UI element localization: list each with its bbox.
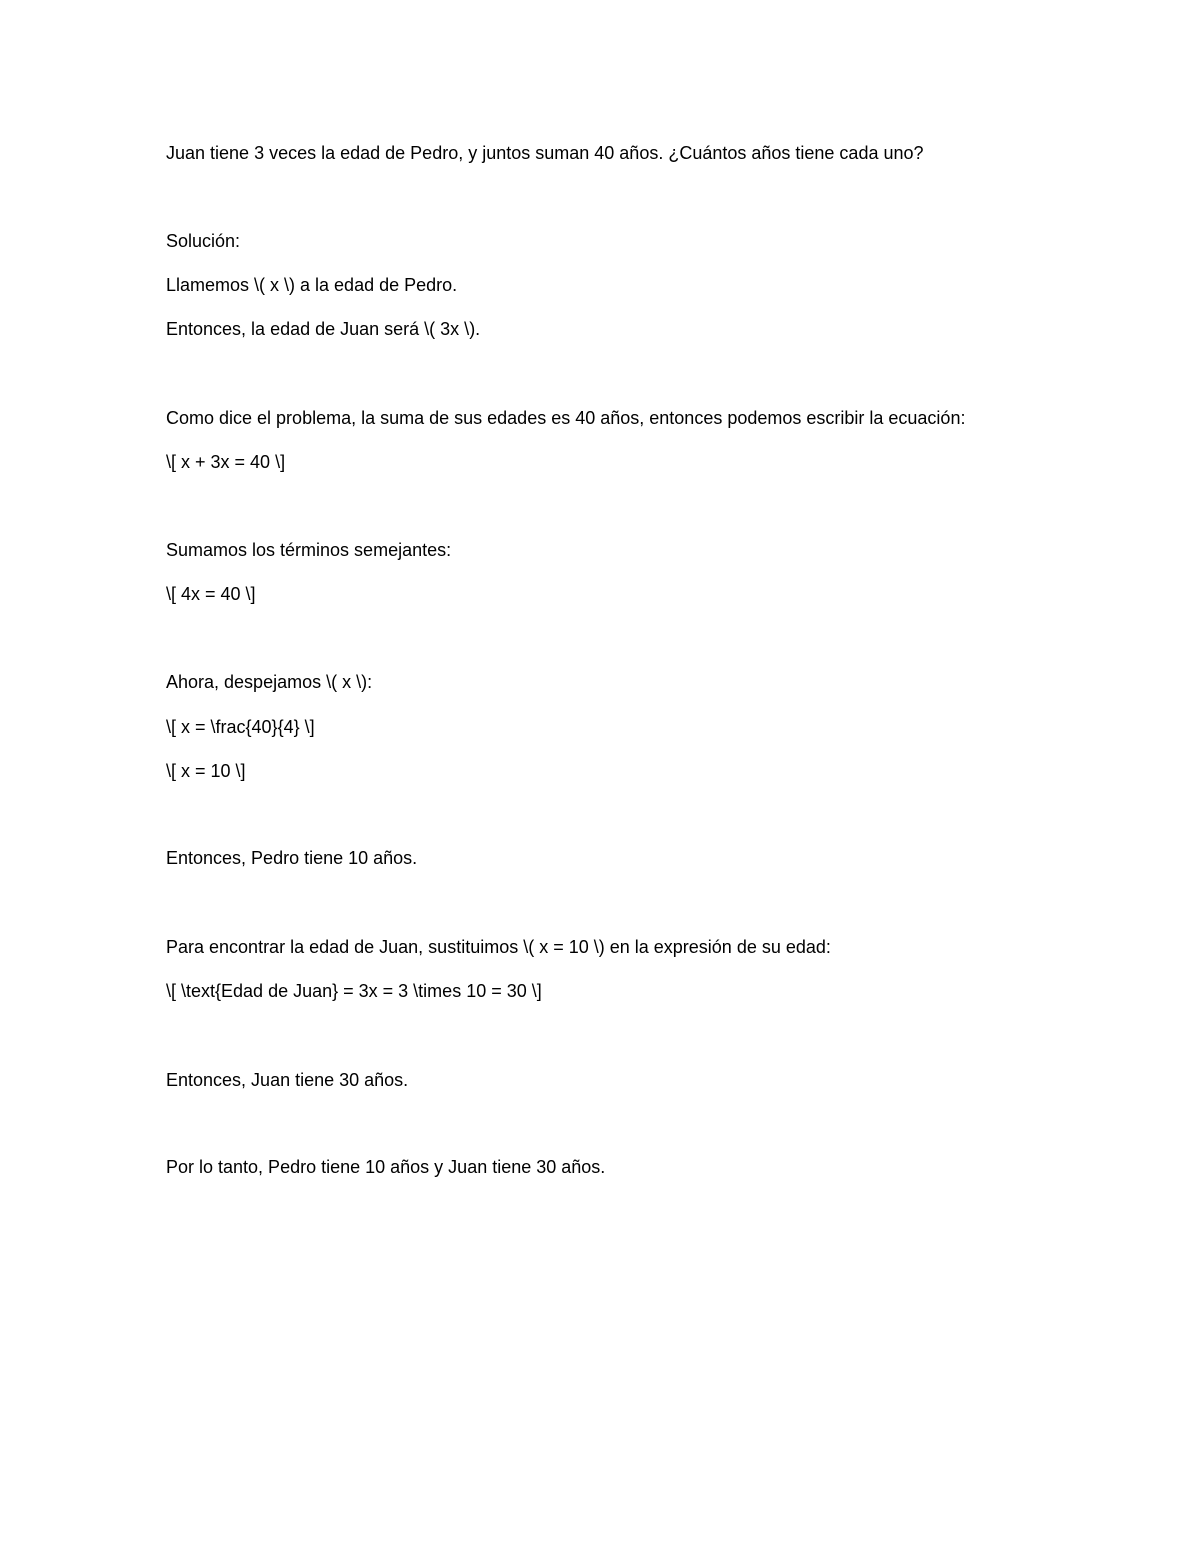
equation-line: \[ 4x = 40 \] xyxy=(166,584,256,604)
equation-line: \[ x = \frac{40}{4} \] xyxy=(166,717,315,737)
solution-heading: Solución: xyxy=(166,231,241,251)
equation-line: \[ x = 10 \] xyxy=(166,761,246,781)
equation-line: \[ \text{Edad de Juan} = 3x = 3 \times 10 = 30 \] xyxy=(166,981,542,1001)
text-line: Sumamos los términos semejantes: xyxy=(166,540,452,560)
text-line: Entonces, Juan tiene 30 años. xyxy=(166,1070,409,1090)
conclusion-line: Por lo tanto, Pedro tiene 10 años y Juan tiene 30 años. xyxy=(166,1157,606,1177)
text-line: Como dice el problema, la suma de sus edades es 40 años, entonces podemos escribir la ecuación: xyxy=(166,408,966,428)
equation-line: \[ x + 3x = 40 \] xyxy=(166,452,286,472)
text-line: Llamemos \( x \) a la edad de Pedro. xyxy=(166,275,458,295)
text-line: Entonces, la edad de Juan será \( 3x \). xyxy=(166,319,481,339)
text-line: Entonces, Pedro tiene 10 años. xyxy=(166,848,418,868)
text-line: Para encontrar la edad de Juan, sustituimos \( x = 10 \) en la expresión de su edad: xyxy=(166,937,831,957)
problem-statement: Juan tiene 3 veces la edad de Pedro, y juntos suman 40 años. ¿Cuántos años tiene cada uno? xyxy=(166,143,924,163)
text-line: Ahora, despejamos \( x \): xyxy=(166,672,373,692)
